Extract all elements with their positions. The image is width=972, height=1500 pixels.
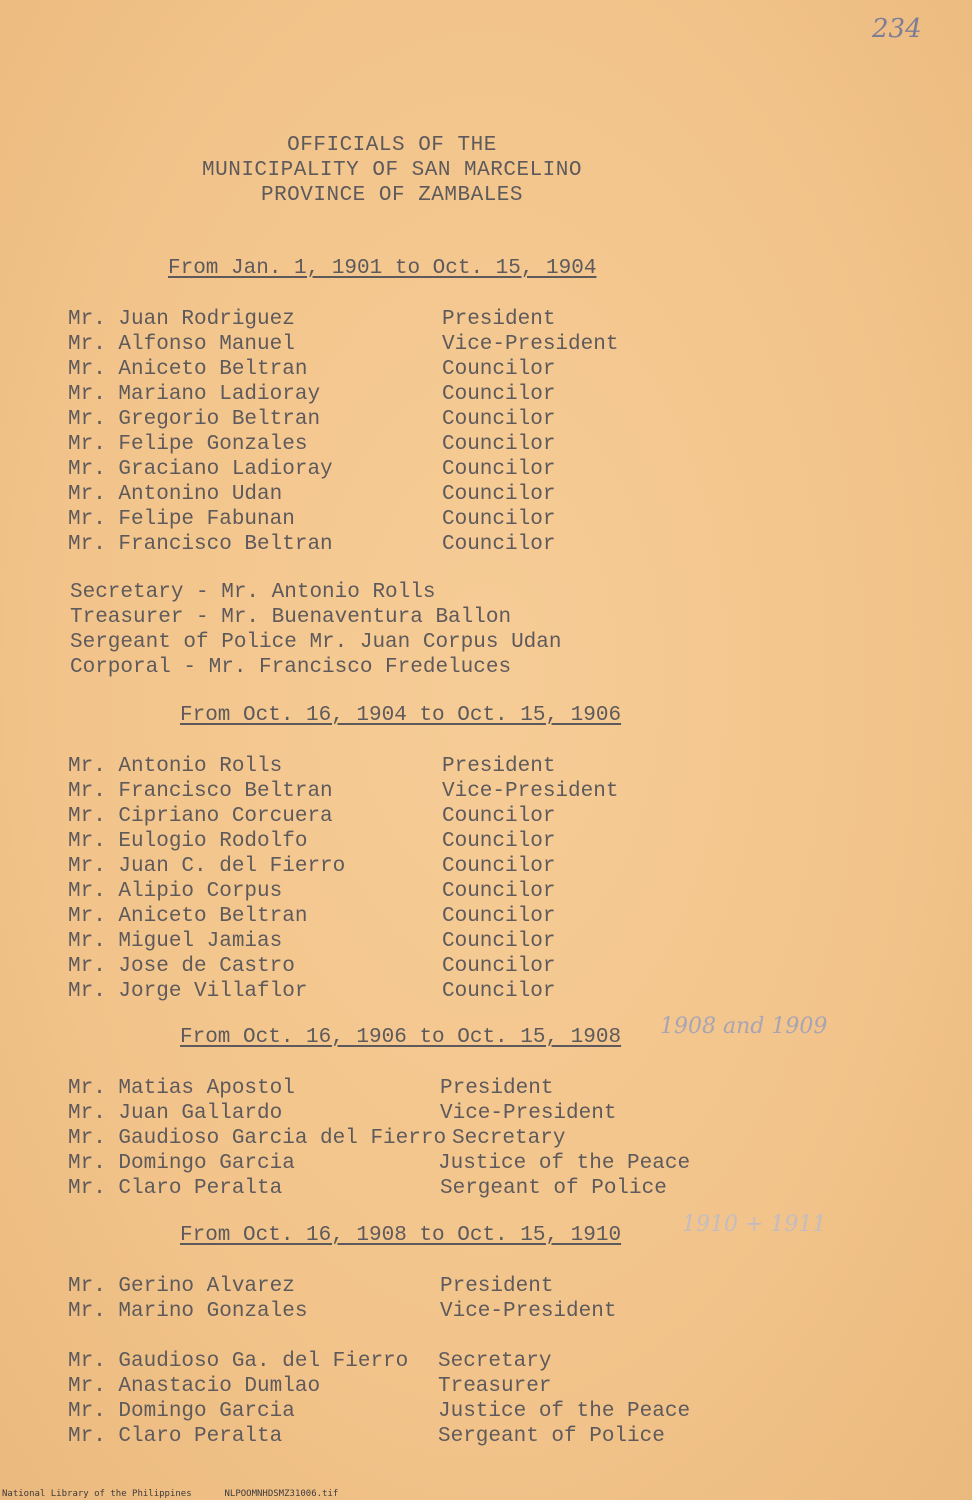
official-name: Mr. Cipriano Corcuera xyxy=(68,805,333,828)
section-title-1904-1906: From Oct. 16, 1904 to Oct. 15, 1906 xyxy=(180,704,622,727)
official-name: Mr. Eulogio Rodolfo xyxy=(68,830,308,853)
official-name: Mr. Francisco Beltran xyxy=(68,533,333,556)
official-name: Mr. Francisco Beltran xyxy=(68,780,333,803)
other-officers-1901-1904 xyxy=(70,581,561,681)
official-role: Justice of the Peace xyxy=(438,1152,691,1175)
official-role: President xyxy=(440,1275,554,1298)
official-name: Mr. Alfonso Manuel xyxy=(68,333,295,356)
official-name: Mr. Domingo Garcia xyxy=(68,1152,295,1175)
official-role: Councilor xyxy=(442,905,556,928)
official-name: Mr. Gaudioso Ga. del Fierro xyxy=(68,1350,409,1373)
official-role: Councilor xyxy=(442,458,556,481)
heading-line-3: PROVINCE OF ZAMBALES xyxy=(260,184,524,207)
section-title-1906-1908: From Oct. 16, 1906 to Oct. 15, 1908 xyxy=(180,1026,622,1049)
official-role: Councilor xyxy=(442,880,556,903)
official-name: Mr. Gaudioso Garcia del Fierro xyxy=(68,1127,447,1150)
official-role: Justice of the Peace xyxy=(438,1400,691,1423)
official-role: Councilor xyxy=(442,483,556,506)
official-name: Mr. Gerino Alvarez xyxy=(68,1275,295,1298)
official-role: Councilor xyxy=(442,830,556,853)
official-name: Mr. Juan Rodriguez xyxy=(68,308,295,331)
official-role: President xyxy=(440,1077,554,1100)
official-role: Sergeant of Police xyxy=(440,1177,667,1200)
margin-note-1910-1911: 1910 + 1911 xyxy=(682,1212,827,1237)
official-name: Mr. Jorge Villaflor xyxy=(68,980,308,1003)
official-role: Councilor xyxy=(442,955,556,978)
section-title-1908-1910: From Oct. 16, 1908 to Oct. 15, 1910 xyxy=(180,1224,622,1247)
heading-line-1: OFFICIALS OF THE xyxy=(287,134,497,157)
official-role: Vice-President xyxy=(442,780,619,803)
official-role: Councilor xyxy=(442,508,556,531)
official-name: Mr. Aniceto Beltran xyxy=(68,905,308,928)
official-role: President xyxy=(442,308,556,331)
official-name: Mr. Antonio Rolls xyxy=(68,755,283,778)
officer-line: Sergeant of Police Mr. Juan Corpus Udan xyxy=(70,631,562,654)
official-role: Secretary xyxy=(452,1127,566,1150)
official-role: President xyxy=(442,755,556,778)
official-name: Mr. Felipe Gonzales xyxy=(68,433,308,456)
official-role: Councilor xyxy=(442,383,556,406)
official-name: Mr. Anastacio Dumlao xyxy=(68,1375,321,1398)
official-role: Councilor xyxy=(442,533,556,556)
official-role: Vice-President xyxy=(440,1102,617,1125)
officer-line: Treasurer - Mr. Buenaventura Ballon xyxy=(70,606,512,629)
official-name: Mr. Mariano Ladioray xyxy=(68,383,321,406)
official-name: Mr. Matias Apostol xyxy=(68,1077,295,1100)
official-role: Vice-President xyxy=(440,1300,617,1323)
official-role: Councilor xyxy=(442,358,556,381)
official-name: Mr. Juan C. del Fierro xyxy=(68,855,346,878)
official-name: Mr. Miguel Jamias xyxy=(68,930,283,953)
official-role: Councilor xyxy=(442,855,556,878)
section-title-1901-1904: From Jan. 1, 1901 to Oct. 15, 1904 xyxy=(168,257,597,280)
official-role: Councilor xyxy=(442,805,556,828)
official-role: Treasurer xyxy=(438,1375,552,1398)
scan-footer xyxy=(2,1489,338,1499)
official-name: Mr. Aniceto Beltran xyxy=(68,358,308,381)
official-name: Mr. Marino Gonzales xyxy=(68,1300,308,1323)
official-role: Councilor xyxy=(442,980,556,1003)
footer-filename: NLPOOMNHDSMZ31006.tif xyxy=(224,1489,339,1499)
official-role: Councilor xyxy=(442,433,556,456)
official-name: Mr. Domingo Garcia xyxy=(68,1400,295,1423)
officer-line: Corporal - Mr. Francisco Fredeluces xyxy=(70,656,512,679)
official-name: Mr. Claro Peralta xyxy=(68,1177,283,1200)
official-role: Vice-President xyxy=(442,333,619,356)
official-name: Mr. Jose de Castro xyxy=(68,955,295,978)
heading-line-2: MUNICIPALITY OF SAN MARCELINO xyxy=(202,159,582,182)
official-name: Mr. Antonino Udan xyxy=(68,483,283,506)
official-name: Mr. Graciano Ladioray xyxy=(68,458,333,481)
official-role: Secretary xyxy=(438,1350,552,1373)
official-name: Mr. Gregorio Beltran xyxy=(68,408,321,431)
official-role: Councilor xyxy=(442,930,556,953)
margin-note-1908-1909: 1908 and 1909 xyxy=(660,1014,828,1039)
official-name: Mr. Alipio Corpus xyxy=(68,880,283,903)
official-name: Mr. Felipe Fabunan xyxy=(68,508,295,531)
official-name: Mr. Claro Peralta xyxy=(68,1425,283,1448)
official-name: Mr. Juan Gallardo xyxy=(68,1102,283,1125)
footer-library: National Library of the Philippines xyxy=(2,1489,192,1499)
corner-handwritten-number: 234 xyxy=(872,14,922,44)
officer-line: Secretary - Mr. Antonio Rolls xyxy=(70,581,436,604)
official-role: Sergeant of Police xyxy=(438,1425,665,1448)
official-role: Councilor xyxy=(442,408,556,431)
